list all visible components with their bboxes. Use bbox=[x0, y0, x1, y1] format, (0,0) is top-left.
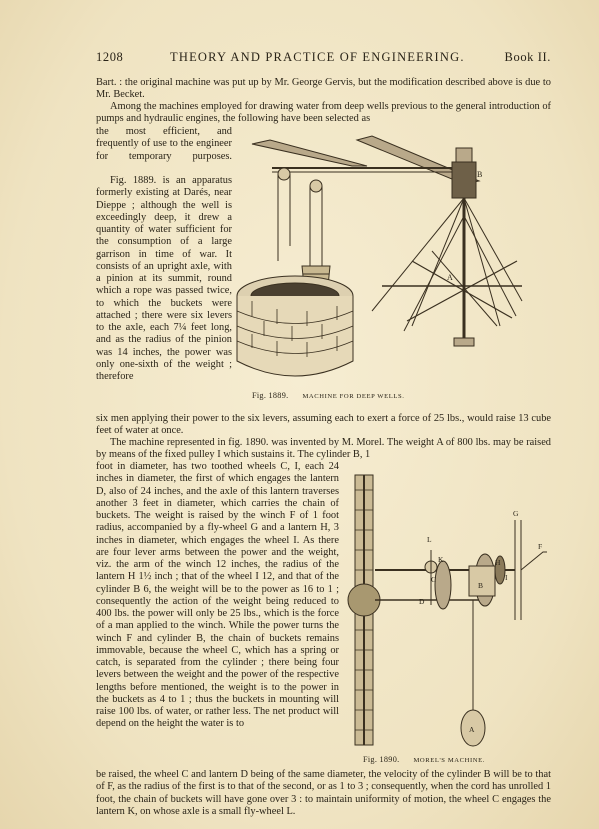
fig1890-paragraph-wrapped: foot in diameter, has two toothed wheels C, I, each 24 inches in diameter, the first of which engages the lantern D, also of 24 inches, and the axle of this lantern traverses another 3 feet in diameter, which carries the chain of buckets. The weight is raised by the winch F of 1 foot radius, accompanied by a fly-wheel G and a lantern H, 3 inches in diameter, which engages the wheel I. As there are four lever arms between the power and the weight, viz. the arm of the winch 12 inches, the radius of the lantern H 1½ inch ; that of the wheel I 12, and that of the cylinder B 6, the weight will be to the power as 16 to 1 ; consequently the action of the weight being reduced to 400 lbs. the power will only be 25 lbs., which is the force of a man applied to the winch. While the power turns the winch F and cylinder B, the chain of buckets remains immovable, because the wheel C, which has a spring or catch, is separated from the cylinder ; there being four levers between the weight and the power of the respective lengths before mentioned, the weight is to the power in the buckets as 4 to 1 ; thus the buckets in mounting will raise 100 lbs. of water, or rather less. The net product will depend on the height the water is to bbox=[96, 461, 339, 730]
among-paragraph-first-line: Among the machines employed for drawing water from deep wells previous to the general introduction of pumps and hydraulic engines, the following have been selected as bbox=[96, 101, 551, 125]
fig1889-label-a: A bbox=[447, 273, 453, 282]
fig1889-caption-number: Fig. 1889. bbox=[252, 391, 289, 400]
running-header bbox=[96, 50, 551, 66]
fig1890-label-g: G bbox=[513, 509, 519, 518]
page-number: 1208 bbox=[96, 50, 124, 64]
fig1889-caption-title: MACHINE FOR DEEP WELLS. bbox=[302, 393, 405, 400]
fig1890-caption-number: Fig. 1890. bbox=[363, 755, 400, 764]
fig1889-label-b: B bbox=[477, 170, 483, 179]
running-title: THEORY AND PRACTICE OF ENGINEERING. bbox=[170, 50, 465, 64]
intro-paragraph: Bart. : the original machine was put up by Mr. George Gervis, but the modification described above is due to Mr. Becket. bbox=[96, 77, 551, 101]
fig1890-label-i: I bbox=[505, 573, 508, 582]
fig1890-label-f: F bbox=[538, 542, 543, 551]
fig1890-label-d: D bbox=[419, 597, 425, 606]
fig1890-label-c: C bbox=[431, 575, 437, 584]
fig1890-label-a: A bbox=[469, 725, 475, 734]
fig1889-paragraph-wrapped: Fig. 1889. is an apparatus formerly existing at Darés, near Dieppe ; although the well is exceedingly deep, it drew a quantity of water sufficient for the consumption of a large garrison in time of war. It consists of an upright axle, with a pinion at its summit, round which a rope was passed twice, to which the buckets were attached ; there were six levers to the axle, each 7¼ feet long, and as the radius of the pinion was 14 inches, the power was only one-sixth of the weight ; therefore bbox=[96, 175, 232, 382]
fig1890-paragraph-tail: be raised, the wheel C and lantern D being of the same diameter, the velocity of the cylinder B will be to that of F, as the radius of the first is to that of the second, or as 1 to 3 ; consequently, when the cord has unrolled 1 foot, the chain of buckets will have gone over 3 : to maintain uniformity of motion, the wheel C engages the lantern K, on whose axle is a small fly-wheel L. bbox=[96, 769, 551, 817]
book-label: Book II. bbox=[504, 50, 551, 64]
fig1889-illustration bbox=[232, 126, 532, 388]
fig1890-label-b: B bbox=[478, 581, 484, 590]
among-paragraph-wrapped: the most efficient, and frequently of use to the engineer for temporary purposes. bbox=[96, 126, 232, 162]
fig1889-caption bbox=[252, 391, 405, 400]
fig1890-paragraph-first: The machine represented in fig. 1890. was invented by M. Morel. The weight A of 800 lbs. may be raised by means of the fixed pulley I which sustains it. The cylinder B, 1 bbox=[96, 437, 551, 461]
fig1890-caption-title: MOREL'S MACHINE. bbox=[413, 757, 486, 764]
fig1890-label-h: H bbox=[495, 558, 501, 567]
fig1890-label-l: L bbox=[427, 535, 432, 544]
fig1890-label-k: K bbox=[438, 555, 444, 564]
fig1890-caption bbox=[363, 755, 485, 764]
fig1890-illustration bbox=[345, 470, 555, 752]
fig1889-paragraph-tail: six men applying their power to the six levers, assuming each to exert a force of 25 lbs., would raise 13 cube feet of water at once. bbox=[96, 413, 551, 437]
